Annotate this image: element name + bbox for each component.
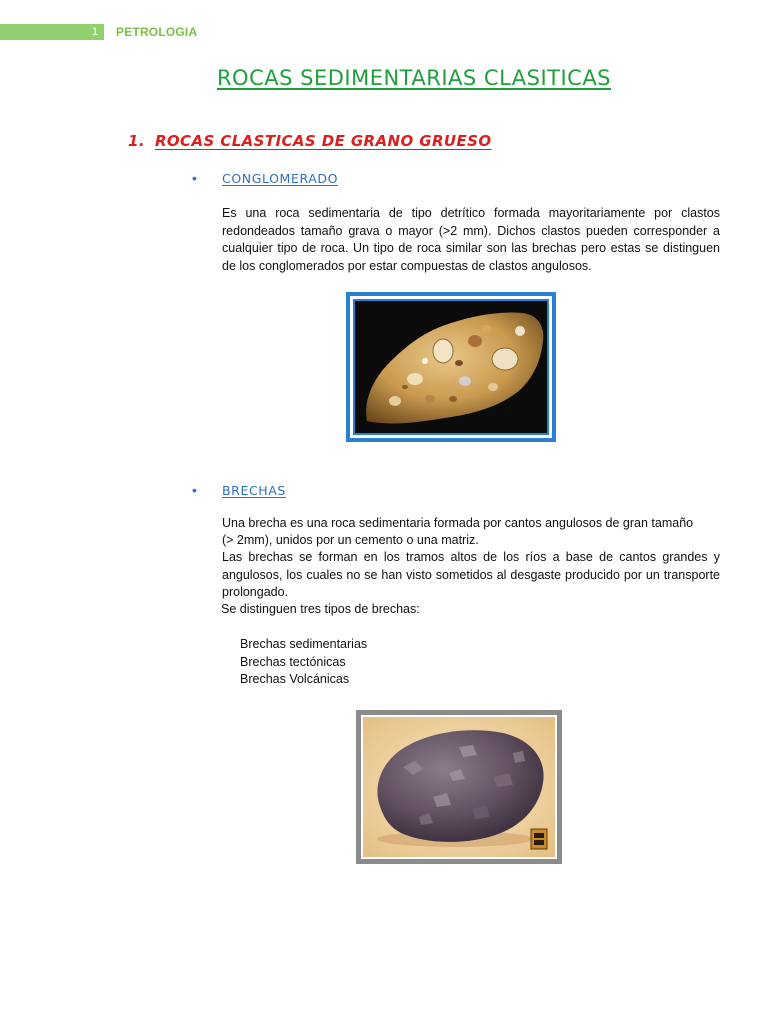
running-title: PETROLOGIA [116, 25, 198, 39]
film-icon [531, 829, 547, 849]
section-number: 1. [128, 132, 145, 150]
brecha-rock-image [361, 715, 557, 859]
bullet-icon: • [192, 170, 197, 186]
brechas-paragraph-formation: Las brechas se forman en los tramos altos de los ríos a base de cantos grandes y angulosos, los cuales no se han visto sometidos al desgaste producido por un transporte prolongado. [222, 550, 720, 599]
brecha-type-item: Brechas sedimentarias [240, 637, 368, 651]
brechas-heading: BRECHAS [222, 483, 286, 498]
conglomerado-rock-image [353, 299, 549, 435]
brechas-paragraph-line-1: Una brecha es una roca sedimentaria formada por cantos angulosos de gran tamaño [222, 516, 694, 530]
brecha-image-frame [356, 710, 562, 864]
brecha-type-item: Brechas tectónicas [240, 655, 346, 669]
page-number: 1 [91, 26, 99, 38]
conglomerado-image-frame [346, 292, 556, 442]
bullet-icon: • [192, 482, 197, 498]
brecha-type-item: Brechas Volcánicas [240, 672, 350, 686]
brechas-types-intro: Se distinguen tres tipos de brechas: [221, 602, 420, 616]
conglomerado-paragraph: Es una roca sedimentaria de tipo detrítico formada mayoritariamente por clastos redondeados tamaño grava o mayor (>2 mm). Dichos clastos pueden corresponder a cualquier tipo de roca. Un tipo de roca similar son las brechas pero estas se distinguen de los conglomerados por estar compuestas de clastos angulosos. [222, 206, 720, 273]
brechas-paragraph-line-2: (> 2mm), unidos por un cemento o una matriz. [222, 533, 479, 547]
section-heading-text: ROCAS CLASTICAS DE GRANO GRUESO [154, 132, 492, 150]
section-heading [128, 132, 491, 150]
conglomerado-heading: CONGLOMERADO [222, 171, 339, 186]
document-title: ROCAS SEDIMENTARIAS CLASITICAS [216, 66, 612, 90]
